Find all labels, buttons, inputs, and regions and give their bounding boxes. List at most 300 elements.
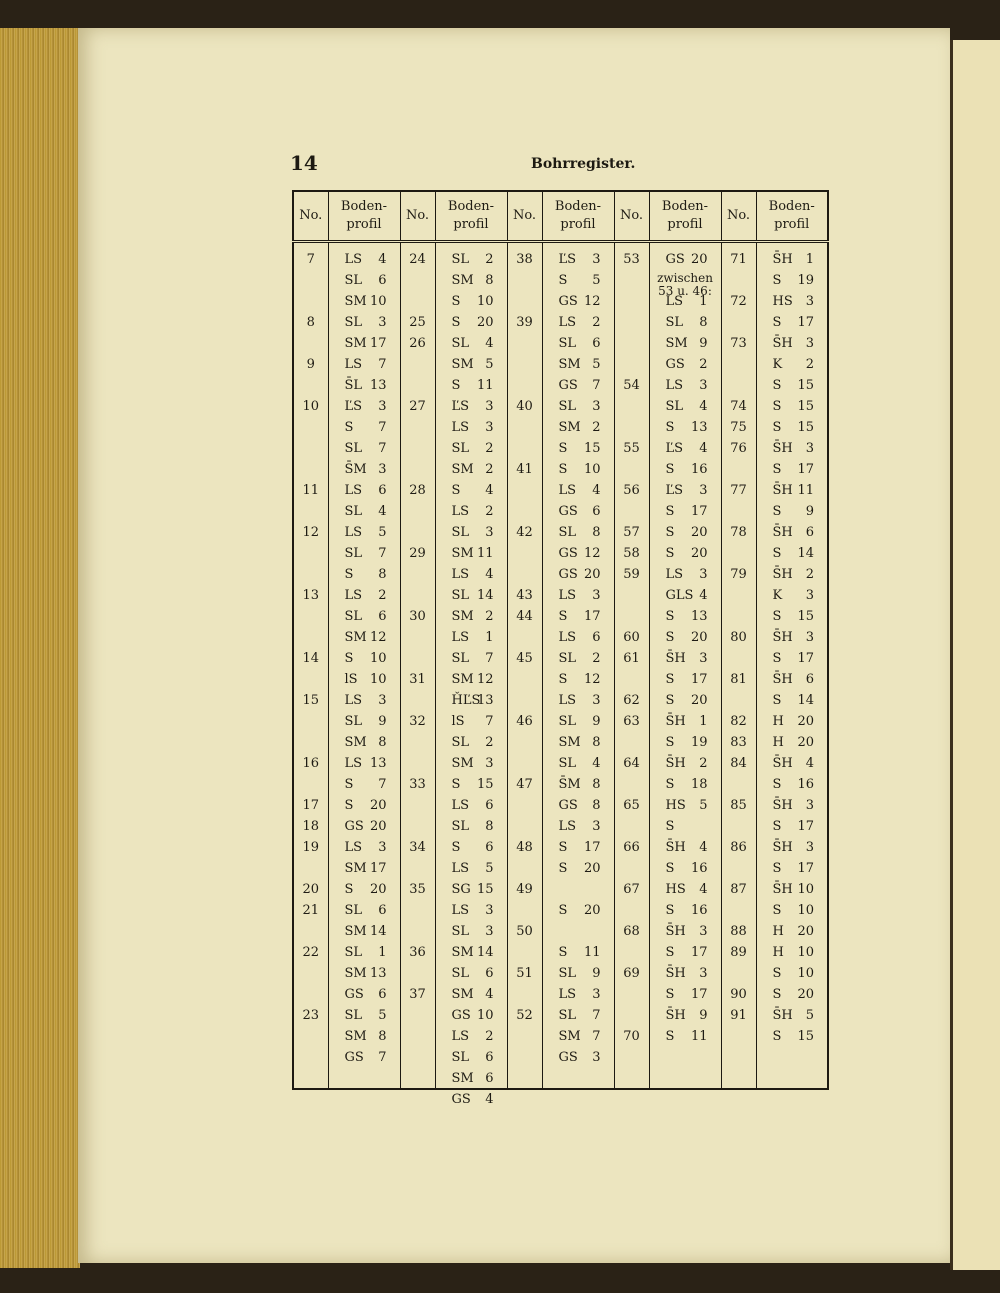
layer-thickness: 3 — [592, 1050, 601, 1065]
boring-number-text: 37 — [409, 987, 426, 1002]
layer-soil-type: ĽS — [344, 399, 363, 414]
layer-soil-type: GS — [558, 504, 578, 519]
profile-layer — [543, 270, 614, 291]
layer-thickness: 16 — [690, 903, 708, 918]
layer-thickness: 3 — [485, 756, 494, 771]
layer-thickness: 1 — [699, 714, 708, 729]
layer-thickness: 7 — [592, 378, 601, 393]
profile-column — [328, 242, 400, 1090]
profile-layer — [543, 627, 614, 648]
profile-layer — [543, 606, 614, 627]
boring-number — [508, 648, 542, 669]
layer-soil-type: SM — [451, 672, 474, 687]
layer-thickness: 9 — [699, 336, 708, 351]
boring-number-text: 86 — [730, 840, 747, 855]
layer-soil-type: S̄H — [772, 441, 793, 456]
boring-number-text: 69 — [623, 966, 640, 981]
layer-thickness: 6 — [485, 798, 494, 813]
page-number: 14 — [290, 151, 318, 175]
profile-layer — [543, 1047, 614, 1068]
profile-layer — [436, 564, 507, 585]
boring-number — [722, 753, 756, 774]
profile-column — [649, 242, 721, 1090]
layer-thickness: 6 — [378, 483, 387, 498]
profile-layer — [757, 543, 828, 564]
layer-soil-type: S — [665, 525, 675, 540]
profile-layer — [757, 879, 828, 900]
layer-thickness: 20 — [797, 987, 814, 1002]
layer-soil-type: S — [772, 420, 782, 435]
layer-soil-type: SL — [451, 1050, 470, 1065]
layer-soil-type: S — [665, 504, 675, 519]
layer-soil-type: GLS — [665, 588, 694, 603]
profile-layer — [436, 1047, 507, 1068]
profile-layer — [650, 669, 721, 690]
boring-number-text: 31 — [409, 672, 426, 687]
layer-soil-type: lS — [451, 714, 465, 729]
layer-thickness: 10 — [476, 294, 494, 309]
layer-soil-type: SL — [344, 945, 363, 960]
boring-number — [722, 984, 756, 1005]
layer-thickness: 15 — [797, 420, 814, 435]
layer-soil-type: SM — [665, 336, 688, 351]
layer-thickness: 3 — [485, 525, 494, 540]
layer-soil-type: LS — [558, 987, 577, 1002]
layer-thickness: 5 — [378, 525, 387, 540]
profile-column — [756, 242, 828, 1090]
layer-soil-type: S — [558, 609, 568, 624]
layer-soil-type: S — [665, 693, 675, 708]
profile-layer — [436, 585, 507, 606]
boring-number-text: 39 — [516, 315, 533, 330]
layer-thickness: 2 — [699, 756, 708, 771]
layer-soil-type: SM — [344, 336, 367, 351]
layer-thickness: 7 — [378, 777, 387, 792]
layer-thickness: 3 — [378, 399, 387, 414]
layer-thickness: 3 — [805, 294, 814, 309]
layer-soil-type: S — [344, 798, 354, 813]
boring-number — [508, 711, 542, 732]
boring-number-text: 57 — [623, 525, 640, 540]
profile-layer — [436, 396, 507, 417]
profile-layer — [543, 585, 614, 606]
boring-number-text: 30 — [409, 609, 426, 624]
layer-soil-type: SL — [344, 1008, 363, 1023]
layer-thickness: 19 — [797, 273, 814, 288]
layer-soil-type: GS — [558, 1050, 578, 1065]
layer-soil-type: S — [344, 777, 354, 792]
layer-soil-type: SL — [344, 714, 363, 729]
layer-soil-type: LS — [558, 483, 577, 498]
profile-layer — [650, 249, 721, 270]
layer-soil-type: SL — [558, 336, 577, 351]
profile-layer — [436, 606, 507, 627]
profile-layer — [436, 459, 507, 480]
layer-soil-type: S̄H — [665, 714, 686, 729]
layer-thickness: 4 — [485, 987, 494, 1002]
layer-thickness: 7 — [378, 357, 387, 372]
layer-thickness: 3 — [805, 630, 814, 645]
layer-soil-type: S — [772, 399, 782, 414]
profile-layer — [757, 270, 828, 291]
layer-soil-type: S — [344, 420, 354, 435]
header-bodenprofil: Boden- profil — [756, 191, 828, 242]
layer-soil-type: S̄H — [772, 567, 793, 582]
profile-layer — [329, 627, 400, 648]
boring-number — [722, 438, 756, 459]
boring-number — [294, 942, 328, 963]
boring-number — [508, 585, 542, 606]
boring-number-text: 58 — [623, 546, 640, 561]
layer-thickness: 2 — [485, 609, 494, 624]
layer-thickness: 17 — [797, 861, 814, 876]
layer-soil-type: S — [665, 546, 675, 561]
layer-thickness: 4 — [699, 399, 708, 414]
profile-layer — [757, 984, 828, 1005]
layer-thickness: 6 — [592, 504, 601, 519]
layer-thickness: 13 — [690, 420, 708, 435]
layer-thickness: 6 — [378, 609, 387, 624]
layer-thickness: 5 — [805, 1008, 814, 1023]
profile-layer — [436, 627, 507, 648]
layer-soil-type: LS — [665, 378, 684, 393]
profile-layer — [543, 501, 614, 522]
layer-thickness: 10 — [369, 651, 387, 666]
layer-thickness: 6 — [805, 525, 814, 540]
layer-thickness: 14 — [476, 945, 494, 960]
boring-number-text: 70 — [623, 1029, 640, 1044]
profile-layer — [543, 816, 614, 837]
layer-thickness: 4 — [805, 756, 814, 771]
layer-thickness: 17 — [690, 987, 708, 1002]
profile-layer — [329, 690, 400, 711]
boring-number — [401, 711, 435, 732]
layer-thickness: 13 — [369, 378, 387, 393]
layer-thickness: 12 — [369, 630, 387, 645]
layer-soil-type: LS — [451, 420, 470, 435]
boring-number-text: 85 — [730, 798, 747, 813]
layer-soil-type: GS — [344, 819, 364, 834]
layer-soil-type: S — [772, 693, 782, 708]
page-title: Bohrregister. — [531, 156, 636, 172]
layer-thickness: 11 — [583, 945, 601, 960]
profile-layer — [757, 711, 828, 732]
layer-soil-type: SM — [451, 273, 474, 288]
layer-soil-type: SL — [558, 399, 577, 414]
layer-thickness: 13 — [476, 693, 494, 708]
profile-layer — [436, 1068, 507, 1089]
boring-number — [615, 1026, 649, 1047]
profile-layer — [436, 753, 507, 774]
layer-thickness: 7 — [592, 1029, 601, 1044]
profile-layer — [329, 1047, 400, 1068]
book-page-edges — [0, 28, 80, 1268]
profile-layer — [329, 837, 400, 858]
layer-thickness: 8 — [378, 1029, 387, 1044]
layer-thickness: 3 — [592, 987, 601, 1002]
boring-number-text: 77 — [730, 483, 747, 498]
layer-thickness: 17 — [583, 609, 601, 624]
layer-thickness: 7 — [378, 546, 387, 561]
profile-layer — [329, 753, 400, 774]
boring-number-text: 90 — [730, 987, 747, 1002]
layer-soil-type: S — [772, 1029, 782, 1044]
boring-number — [294, 837, 328, 858]
boring-number — [615, 690, 649, 711]
layer-soil-type: S̄H — [772, 756, 793, 771]
profile-layer — [543, 942, 614, 963]
profile-layer — [329, 564, 400, 585]
profile-layer — [329, 879, 400, 900]
layer-thickness: 2 — [485, 252, 494, 267]
layer-thickness: 12 — [476, 672, 494, 687]
boring-number-text: 36 — [409, 945, 426, 960]
profile-layer — [543, 837, 614, 858]
layer-soil-type: S — [558, 462, 568, 477]
profile-note: zwischen 53 u. 46: — [657, 271, 713, 298]
layer-thickness: 7 — [378, 420, 387, 435]
layer-soil-type: SL — [344, 609, 363, 624]
layer-thickness: 14 — [476, 588, 494, 603]
layer-soil-type: S — [665, 462, 675, 477]
layer-soil-type: S — [451, 840, 461, 855]
boring-number — [294, 753, 328, 774]
profile-layer — [436, 312, 507, 333]
layer-thickness: 2 — [699, 357, 708, 372]
profile-layer — [543, 396, 614, 417]
layer-thickness: 3 — [378, 693, 387, 708]
profile-layer — [757, 396, 828, 417]
profile-layer — [329, 270, 400, 291]
profile-layer — [757, 900, 828, 921]
profile-layer — [650, 564, 721, 585]
layer-soil-type: SM — [558, 357, 581, 372]
profile-column — [542, 242, 614, 1090]
boring-number — [401, 606, 435, 627]
layer-soil-type: GS — [451, 1008, 471, 1023]
adjacent-page — [950, 40, 1000, 1270]
boring-number — [508, 606, 542, 627]
boring-number — [401, 480, 435, 501]
layer-soil-type: H — [772, 945, 784, 960]
profile-layer — [757, 291, 828, 312]
boring-number-text: 72 — [730, 294, 747, 309]
layer-thickness: 2 — [485, 1029, 494, 1044]
layer-soil-type: SL — [451, 735, 470, 750]
layer-thickness: 20 — [797, 924, 814, 939]
layer-soil-type: SM — [558, 420, 581, 435]
profile-layer — [543, 900, 614, 921]
profile-layer — [650, 543, 721, 564]
boring-number — [401, 312, 435, 333]
boring-number-text: 32 — [409, 714, 426, 729]
profile-layer — [436, 942, 507, 963]
layer-soil-type: SM — [451, 462, 474, 477]
layer-soil-type: GS — [558, 294, 578, 309]
profile-layer — [436, 1026, 507, 1047]
profile-layer — [757, 606, 828, 627]
layer-thickness: 3 — [378, 462, 387, 477]
profile-layer — [543, 858, 614, 879]
profile-layer — [757, 522, 828, 543]
layer-thickness: 4 — [378, 504, 387, 519]
layer-soil-type: HS — [665, 798, 686, 813]
layer-soil-type: SL — [558, 714, 577, 729]
layer-thickness: 2 — [485, 735, 494, 750]
layer-soil-type: LS — [558, 315, 577, 330]
layer-thickness: 19 — [690, 735, 708, 750]
layer-thickness: 14 — [369, 924, 387, 939]
layer-thickness: 20 — [369, 882, 387, 897]
profile-layer — [650, 690, 721, 711]
layer-thickness: 7 — [485, 651, 494, 666]
boring-number-text: 89 — [730, 945, 747, 960]
profile-layer — [436, 375, 507, 396]
layer-thickness: 3 — [592, 588, 601, 603]
profile-layer — [650, 774, 721, 795]
layer-thickness: 2 — [592, 651, 601, 666]
layer-thickness: 3 — [485, 420, 494, 435]
profile-layer — [757, 753, 828, 774]
profile-layer — [757, 963, 828, 984]
boring-number — [615, 795, 649, 816]
boring-number — [722, 333, 756, 354]
profile-layer — [436, 522, 507, 543]
boring-number-text: 43 — [516, 588, 533, 603]
boring-number — [722, 417, 756, 438]
layer-soil-type: S — [558, 903, 568, 918]
layer-soil-type: S — [665, 945, 675, 960]
profile-layer — [329, 354, 400, 375]
boring-number-text: 59 — [623, 567, 640, 582]
layer-soil-type: SM — [451, 546, 474, 561]
layer-thickness: 10 — [369, 672, 387, 687]
layer-thickness: 20 — [369, 798, 387, 813]
layer-soil-type: LS — [344, 252, 363, 267]
layer-soil-type: SL — [451, 252, 470, 267]
layer-soil-type: LS — [344, 756, 363, 771]
profile-layer — [436, 480, 507, 501]
layer-thickness: 3 — [805, 441, 814, 456]
layer-thickness: 20 — [583, 861, 601, 876]
boring-number — [508, 522, 542, 543]
profile-layer — [650, 438, 721, 459]
layer-thickness: 10 — [583, 462, 601, 477]
boring-number — [615, 711, 649, 732]
boring-number-text: 83 — [730, 735, 747, 750]
boring-number-text: 78 — [730, 525, 747, 540]
layer-soil-type: K — [772, 357, 783, 372]
layer-thickness: 17 — [369, 861, 387, 876]
layer-soil-type: S — [772, 819, 782, 834]
profile-layer — [436, 963, 507, 984]
boring-number — [722, 837, 756, 858]
layer-soil-type: GS — [344, 1050, 364, 1065]
profile-layer — [650, 501, 721, 522]
boring-number-text: 17 — [302, 798, 320, 813]
profile-layer — [436, 417, 507, 438]
boring-number — [401, 396, 435, 417]
layer-soil-type: S̄H — [772, 1008, 793, 1023]
boring-number-text: 50 — [516, 924, 533, 939]
layer-soil-type: S̄H — [665, 924, 686, 939]
boring-number-text: 76 — [730, 441, 747, 456]
layer-thickness: 16 — [797, 777, 814, 792]
layer-thickness: 8 — [592, 735, 601, 750]
layer-soil-type: LS — [344, 588, 363, 603]
layer-soil-type: S — [772, 861, 782, 876]
boring-number — [294, 879, 328, 900]
layer-soil-type: S — [772, 315, 782, 330]
boring-number — [294, 795, 328, 816]
layer-thickness: 11 — [690, 1029, 708, 1044]
profile-layer — [543, 564, 614, 585]
boring-number — [401, 774, 435, 795]
layer-soil-type: S — [558, 861, 568, 876]
boring-number-text: 49 — [516, 882, 533, 897]
layer-thickness: 2 — [592, 420, 601, 435]
layer-soil-type: GS — [558, 567, 578, 582]
boring-number — [615, 879, 649, 900]
boring-number-text: 56 — [623, 483, 640, 498]
profile-layer — [543, 249, 614, 270]
header-no: No. — [293, 191, 328, 242]
layer-thickness: 5 — [485, 357, 494, 372]
layer-soil-type: S — [665, 819, 675, 834]
boring-number-text: 66 — [623, 840, 640, 855]
layer-soil-type: LS — [344, 483, 363, 498]
boring-number-text: 52 — [516, 1008, 533, 1023]
boring-number-text: 22 — [302, 945, 320, 960]
header-no: No. — [721, 191, 756, 242]
layer-soil-type: S — [665, 903, 675, 918]
layer-thickness: 15 — [797, 378, 814, 393]
profile-layer — [543, 522, 614, 543]
layer-soil-type: S̄L — [344, 378, 363, 393]
boring-number-text: 16 — [302, 756, 320, 771]
no-column — [400, 242, 435, 1090]
layer-soil-type: LS — [344, 525, 363, 540]
boring-number-text: 48 — [516, 840, 533, 855]
layer-soil-type: SM — [558, 1029, 581, 1044]
layer-thickness: 6 — [592, 630, 601, 645]
layer-thickness: 8 — [485, 273, 494, 288]
boring-number-text: 27 — [409, 399, 426, 414]
layer-soil-type: LS — [451, 504, 470, 519]
layer-thickness: 3 — [699, 483, 708, 498]
boring-number-text: 68 — [623, 924, 640, 939]
profile-layer — [650, 312, 721, 333]
header-bodenprofil: Boden- profil — [435, 191, 507, 242]
layer-soil-type: H — [772, 714, 784, 729]
no-column — [507, 242, 542, 1090]
profile-layer — [650, 732, 721, 753]
boring-number — [722, 669, 756, 690]
table-header-row — [293, 191, 828, 242]
layer-soil-type: S — [665, 420, 675, 435]
boring-number — [615, 249, 649, 270]
boring-number-text: 13 — [302, 588, 320, 603]
profile-layer — [543, 795, 614, 816]
boring-number — [508, 1005, 542, 1026]
boring-number-text: 11 — [302, 483, 320, 498]
profile-layer — [650, 711, 721, 732]
layer-thickness: 4 — [592, 756, 601, 771]
profile-layer — [329, 417, 400, 438]
layer-soil-type: S — [665, 630, 675, 645]
boring-number — [615, 837, 649, 858]
layer-soil-type: S — [451, 777, 461, 792]
